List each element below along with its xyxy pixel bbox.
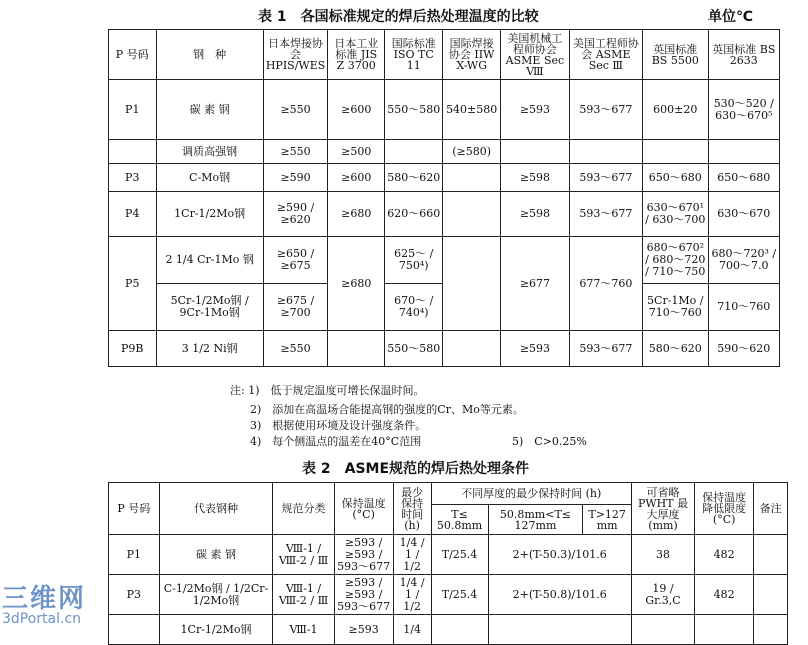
- t1-cell: (≥580): [443, 140, 501, 164]
- t1-cell: ≥675 / ≥700: [263, 284, 327, 331]
- t1-cell: [109, 140, 157, 164]
- t2-cell: Ⅷ-1 / Ⅷ-2 / Ⅲ: [273, 535, 334, 575]
- t2-cell: 1/4: [393, 615, 431, 645]
- t1-cell: [708, 140, 779, 164]
- t2-cell: 482: [695, 575, 754, 615]
- t2-cell: ≥593: [334, 615, 393, 645]
- t1-cell: 593～677: [569, 192, 642, 237]
- t2-cell: 碳 素 钢: [159, 535, 273, 575]
- t1-cell: ≥590 / ≥620: [263, 192, 327, 237]
- t1-cell: 620～660: [385, 192, 443, 237]
- note-1: 注: 1) 低于规定温度可增长保温时间。: [230, 384, 425, 397]
- t2-header: 可省略PWHT 最大厚度 (mm): [631, 483, 694, 535]
- t1-cell: ≥650 / ≥675: [263, 237, 327, 284]
- t2-header: P 号码: [109, 483, 160, 535]
- t2-cell: P1: [109, 535, 160, 575]
- t1-cell: 580～620: [385, 164, 443, 192]
- t1-cell: ≥593: [501, 331, 570, 367]
- t2-subheader: T>127 mm: [583, 505, 632, 535]
- t1-cell: [328, 331, 385, 367]
- t2-subheader: T≤ 50.8mm: [431, 505, 488, 535]
- t1-cell: ≥500: [328, 140, 385, 164]
- t2-cell: 2+(T-50.3)/101.6: [488, 535, 631, 575]
- t1-cell: C-Mo钢: [156, 164, 263, 192]
- t1-header: 国际焊接协会 IIW X-WG: [443, 30, 501, 80]
- t1-cell: 593～677: [569, 164, 642, 192]
- t2-cell: T/25.4: [431, 535, 488, 575]
- t1-cell: 2 1/4 Cr-1Mo 钢: [156, 237, 263, 284]
- t1-cell: 590～620: [708, 331, 779, 367]
- t2-cell: 2+(T-50.8)/101.6: [488, 575, 631, 615]
- t1-cell: [501, 140, 570, 164]
- t2-cell: 482: [695, 535, 754, 575]
- t1-cell: [443, 192, 501, 237]
- note-2: 2) 添加在高温场合能提高钢的强度的Cr、Mo等元素。: [250, 403, 524, 416]
- t1-cell: P4: [109, 192, 157, 237]
- t1-cell: 580～620: [642, 331, 708, 367]
- t1-cell: ≥598: [501, 192, 570, 237]
- t1-cell: 550～580: [385, 331, 443, 367]
- note-5: 5) C>0.25%: [512, 435, 587, 448]
- t2-cell: P3: [109, 575, 160, 615]
- t1-cell: ≥550: [263, 140, 327, 164]
- t1-cell: 670～ / 740⁴): [385, 284, 443, 331]
- t2-cell: ≥593 / ≥593 / 593～677: [334, 575, 393, 615]
- t2-cell: Ⅷ-1 / Ⅷ-2 / Ⅲ: [273, 575, 334, 615]
- t1-cell: 680～670² / 680～720 / 710～750: [642, 237, 708, 284]
- t2-header: 不同厚度的最少保持时间 (h): [431, 483, 631, 505]
- t1-cell: 593～677: [569, 80, 642, 140]
- t1-cell: 625～ / 750⁴): [385, 237, 443, 284]
- t1-cell: [642, 140, 708, 164]
- t1-header: 日本工业标准 JIS Z 3700: [328, 30, 385, 80]
- t1-cell: 540±580: [443, 80, 501, 140]
- t1-cell: [443, 237, 501, 331]
- t1-cell: 593～677: [569, 331, 642, 367]
- t1-cell: 677～760: [569, 237, 642, 331]
- t1-cell: 530～520 / 630～670⁵: [708, 80, 779, 140]
- t1-header: 英国标准 BS 2633: [708, 30, 779, 80]
- t1-cell: [569, 140, 642, 164]
- t2-cell: 38: [631, 535, 694, 575]
- t1-cell: 碳 素 钢: [156, 80, 263, 140]
- table1: [108, 29, 780, 367]
- t2-header: 最少保持时间 (h): [393, 483, 431, 535]
- t2-header: 保持温度 降低限度 (°C): [695, 483, 754, 535]
- t1-header: 美国机械工程师协会 ASME Sec Ⅷ: [501, 30, 570, 80]
- t2-cell: [631, 615, 694, 645]
- t1-cell: P9B: [109, 331, 157, 367]
- note-3: 3) 根据使用环境及设计强度条件。: [250, 419, 427, 432]
- watermark-url: 3dPortal.cn: [2, 611, 82, 627]
- t1-cell: [443, 164, 501, 192]
- t1-cell: 630～670: [708, 192, 779, 237]
- t1-header: 英国标准 BS 5500: [642, 30, 708, 80]
- t1-cell: 680～720³ / 700～7.0: [708, 237, 779, 284]
- t2-cell: ≥593 / ≥593 / 593～677: [334, 535, 393, 575]
- t2-cell: [488, 615, 631, 645]
- t1-cell: 710～760: [708, 284, 779, 331]
- t1-cell: 630～670¹ / 630～700: [642, 192, 708, 237]
- t1-cell: 1Cr-1/2Mo钢: [156, 192, 263, 237]
- t2-cell: Ⅷ-1: [273, 615, 334, 645]
- t1-cell: 5Cr-1Mo / 710～760: [642, 284, 708, 331]
- table2: [108, 482, 788, 645]
- t1-cell: ≥600: [328, 164, 385, 192]
- t1-header: 国际标准 ISO TC 11: [385, 30, 443, 80]
- t1-cell: ≥598: [501, 164, 570, 192]
- t2-header: 保持温度 (°C): [334, 483, 393, 535]
- t1-cell: ≥680: [328, 237, 385, 331]
- t2-header: 代表钢种: [159, 483, 273, 535]
- t1-cell: ≥593: [501, 80, 570, 140]
- t2-header: 规范分类: [273, 483, 334, 535]
- t2-cell: 19 / Gr.3,C: [631, 575, 694, 615]
- table1-title: 表 1 各国标准规定的焊后热处理温度的比较: [258, 9, 539, 25]
- t1-cell: 3 1/2 Ni钢: [156, 331, 263, 367]
- t1-cell: ≥590: [263, 164, 327, 192]
- t1-cell: P3: [109, 164, 157, 192]
- t1-header: P 号码: [109, 30, 157, 80]
- t1-cell: 5Cr-1/2Mo钢 / 9Cr-1Mo钢: [156, 284, 263, 331]
- t1-cell: ≥550: [263, 80, 327, 140]
- t2-cell: 1Cr-1/2Mo钢: [159, 615, 273, 645]
- t1-header: 美国工程师协会 ASME Sec Ⅲ: [569, 30, 642, 80]
- t2-header: 备注: [754, 483, 788, 535]
- t2-cell: [431, 615, 488, 645]
- t2-cell: C-1/2Mo钢 / 1/2Cr-1/2Mo钢: [159, 575, 273, 615]
- t2-cell: T/25.4: [431, 575, 488, 615]
- t2-cell: [754, 615, 788, 645]
- t2-cell: [109, 615, 160, 645]
- t1-header: 钢 种: [156, 30, 263, 80]
- t1-cell: 650～680: [642, 164, 708, 192]
- watermark-text: 三维网: [2, 584, 87, 614]
- table1-unit: 单位℃: [708, 9, 753, 25]
- t1-cell: 调质高强钢: [156, 140, 263, 164]
- t1-cell: 600±20: [642, 80, 708, 140]
- t1-cell: [443, 331, 501, 367]
- t2-cell: 1/4 / 1 / 1/2: [393, 535, 431, 575]
- t1-cell: 550～580: [385, 80, 443, 140]
- t1-cell: [385, 140, 443, 164]
- t1-cell: ≥677: [501, 237, 570, 331]
- t1-cell: ≥600: [328, 80, 385, 140]
- table2-title: 表 2 ASME规范的焊后热处理条件: [302, 461, 530, 477]
- t1-cell: P5: [109, 237, 157, 331]
- t2-subheader: 50.8mm<T≤ 127mm: [488, 505, 583, 535]
- t1-cell: ≥550: [263, 331, 327, 367]
- t1-cell: ≥680: [328, 192, 385, 237]
- t2-cell: [754, 535, 788, 575]
- t2-cell: 1/4 / 1 / 1/2: [393, 575, 431, 615]
- t1-cell: P1: [109, 80, 157, 140]
- t2-cell: [754, 575, 788, 615]
- t1-cell: 650～680: [708, 164, 779, 192]
- watermark-logo: [2, 578, 86, 627]
- note-4: 4) 每个侧温点的温差在40°C范围: [250, 435, 422, 448]
- t2-cell: [695, 615, 754, 645]
- t1-header: 日本焊接协会 HPIS/WES: [263, 30, 327, 80]
